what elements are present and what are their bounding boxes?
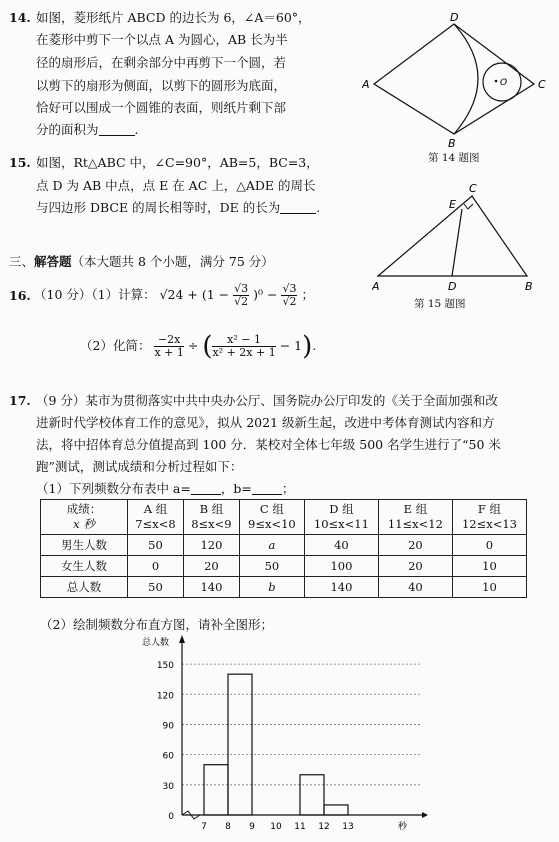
q17-line-2: 进新时代学校体育工作的意见》，拟从 2021 级新生起，改进中考体育测试内容和方: [36, 415, 495, 430]
x-tick-label: 10: [270, 822, 282, 832]
histogram-bars: [204, 674, 348, 815]
q16-part2-inner-fraction: [212, 334, 275, 359]
x-tick-label: 11: [294, 822, 306, 832]
section-3-title: 解答题: [34, 254, 72, 269]
q16-part1-fraction: [233, 283, 249, 308]
x-tick-label: 7: [201, 822, 207, 832]
table-cell: 女生人数: [41, 556, 128, 577]
x-tick-label: 8: [225, 822, 231, 832]
y-axis-title: 总人数: [142, 638, 170, 648]
fraction-numerator: −2x: [154, 334, 183, 347]
q14-line-3: 径的扇形后，在剩余部分中再剪下一个圆，若: [36, 55, 287, 70]
q16-part2-label: （2）化简：: [80, 338, 151, 353]
label-o: O: [500, 78, 508, 88]
y-tick-label: 90: [162, 721, 174, 732]
q17-line-4: 跑”测试，测试成绩和分析过程如下：: [36, 459, 243, 474]
table-header-cell: D 组 10≤x<11: [304, 500, 378, 535]
label-a: A: [372, 280, 380, 293]
q16-number: 16.: [9, 288, 31, 303]
q15-line-3-text: 与四边形 DBCE 的周长相等时，DE 的长为: [36, 200, 281, 215]
y-tick-label: 150: [156, 661, 174, 672]
left-paren: (: [202, 331, 213, 362]
q15-number: 15.: [9, 155, 31, 170]
table-cell: a: [239, 535, 304, 556]
y-tick-label: 30: [162, 781, 174, 792]
q17-number: 17.: [9, 393, 31, 408]
x-tick-label: 13: [342, 822, 354, 832]
table-cell: 总人数: [41, 577, 128, 598]
histogram-bar: [204, 765, 228, 815]
x-axis-arrow-icon: [422, 812, 428, 818]
table-row: [41, 577, 527, 598]
q16-part1-expr-b: )⁰ −: [253, 287, 278, 302]
q14-line-6-text: 分的面积为: [36, 122, 99, 137]
table-cell: 10: [452, 577, 526, 598]
q16-part1-fraction-2: [281, 283, 297, 308]
label-c: C: [469, 182, 477, 195]
segment-de: [452, 209, 462, 276]
q16-part1-expr-a: √24 + (1 −: [159, 287, 230, 302]
table-cell: 男生人数: [41, 535, 128, 556]
right-paren: ): [302, 331, 313, 362]
q15-figure-caption: 第 15 题图: [414, 298, 466, 310]
histogram-axes: [179, 635, 428, 819]
q16-part1-end: ；: [301, 287, 314, 302]
q16-part1-label: （1）计算：: [91, 287, 156, 302]
table-cell: 10: [452, 556, 526, 577]
q16-score: （10 分）: [34, 287, 92, 302]
label-a: A: [362, 78, 370, 91]
table-header-cell: E 组 11≤x<12: [378, 500, 452, 535]
q14-line-5: 恰好可以围成一个圆锥的表面，则纸片剩下部: [36, 100, 287, 115]
table-header-cell: A 组 7≤x<8: [128, 500, 184, 535]
table-cell: 120: [183, 535, 239, 556]
section-3-note: （本大题共 8 个小题，满分 75 分）: [71, 254, 274, 269]
q16-part2-end: .: [312, 338, 317, 353]
table-row: [41, 535, 527, 556]
fraction-denominator: x² + 2x + 1: [212, 346, 276, 359]
histogram-bar: [324, 805, 348, 815]
q14-figure-caption: 第 14 题图: [428, 152, 480, 164]
center-point: [495, 80, 498, 83]
table-cell: 50: [128, 535, 184, 556]
q16-part2-minus: − 1: [279, 338, 303, 353]
histogram-bar: [300, 775, 324, 815]
frequency-table: [40, 499, 527, 598]
table-header-cell: C 组 9≤x<10: [239, 500, 304, 535]
label-b: B: [448, 137, 456, 150]
table-cell: 50: [128, 577, 184, 598]
y-axis-arrow-icon: [179, 635, 185, 643]
fraction-denominator: √2: [282, 295, 297, 308]
rhombus-abcd: [374, 24, 534, 134]
section-3-heading: [9, 254, 274, 270]
right-angle-mark: [464, 204, 473, 209]
q15-line-2: 点 D 为 AB 中点，点 E 在 AC 上，△ADE 的周长: [36, 178, 316, 193]
q14-line-1: 如图，菱形纸片 ABCD 的边长为 6，∠A＝60°，: [36, 10, 311, 25]
table-row: [41, 556, 527, 577]
q15-answer-blank: [280, 201, 316, 214]
label-d: D: [448, 280, 457, 293]
q17-part1-mid: ，b=: [220, 481, 252, 496]
label-c: C: [538, 78, 546, 91]
q17-part1-pre: （1）下列频数分布表中 a=: [36, 481, 191, 496]
q14-line-2: 在菱形中剪下一个以点 A 为圆心，AB 长为半: [36, 32, 288, 47]
table-cell: 20: [378, 535, 452, 556]
y-tick-label: 120: [156, 691, 174, 702]
x-tick-label: 12: [318, 822, 330, 832]
x-axis-title: 秒: [398, 822, 408, 832]
label-b: B: [525, 280, 533, 293]
fraction-numerator: x² − 1: [212, 334, 275, 347]
q17-line-3: 法，将中招体育总分值提高到 100 分．某校对全体七年级 500 名学生进行了“50 米: [36, 437, 501, 452]
table-cell: 0: [452, 535, 526, 556]
table-cell: 50: [239, 556, 304, 577]
answer-blank-b: [252, 482, 282, 495]
q15-line-1: 如图，Rt△ABC 中，∠C=90°，AB=5，BC=3，: [36, 155, 319, 170]
fraction-denominator: x + 1: [154, 346, 184, 359]
fraction-numerator: √3: [282, 282, 297, 295]
table-cell: 0: [128, 556, 184, 577]
q14-number: 14.: [9, 10, 31, 25]
table-cell: 40: [304, 535, 378, 556]
table-cell: 140: [304, 577, 378, 598]
q17-part1-end: ；: [281, 481, 295, 496]
q14-figure: [362, 12, 552, 172]
table-header-row: [41, 500, 527, 535]
label-e: E: [449, 198, 456, 211]
x-tick-label: 9: [249, 822, 255, 832]
q16-part2-div: ÷: [187, 338, 199, 353]
q17-line-1: （9 分）某市为贯彻落实中共中央办公厅、国务院办公厅印发的《关于全面加强和改: [36, 393, 498, 408]
q17-part1: [36, 481, 294, 497]
table-header-cell: 成绩： x 秒: [41, 500, 128, 535]
histogram-bar: [228, 674, 252, 815]
table-cell: 140: [183, 577, 239, 598]
histogram-chart: [130, 635, 430, 835]
answer-blank-a: [191, 482, 221, 495]
q14-line-4: 以剪下的扇形为侧面，以剪下的圆形为底面，: [36, 78, 287, 93]
q15-line-3: 与四边形 DBCE 的周长相等时，DE 的长为 .: [36, 200, 321, 215]
y-tick-label: 0: [168, 812, 174, 822]
table-cell: 40: [378, 577, 452, 598]
q14-line-6: 分的面积为 .: [36, 122, 139, 137]
label-d: D: [450, 12, 459, 24]
y-tick-label: 60: [162, 751, 174, 762]
q16-part2-fraction: [154, 334, 183, 359]
table-cell: b: [239, 577, 304, 598]
sector-arc: [454, 24, 478, 134]
q15-figure: [372, 176, 542, 294]
histogram-grid: [182, 664, 422, 785]
q14-answer-blank: [99, 123, 135, 136]
table-header-cell: B 组 8≤x<9: [183, 500, 239, 535]
q17-part2: （2）绘制频数分布直方图，请补全图形；: [40, 617, 273, 632]
table-header-cell: F 组 12≤x<13: [452, 500, 526, 535]
section-3-label: 三、: [9, 254, 35, 269]
fraction-numerator: √3: [234, 282, 249, 295]
q16-part2: [80, 326, 316, 367]
q16-part1: [34, 278, 314, 312]
table-cell: 20: [183, 556, 239, 577]
table-cell: 100: [304, 556, 378, 577]
fraction-denominator: √2: [234, 295, 249, 308]
table-cell: 20: [378, 556, 452, 577]
